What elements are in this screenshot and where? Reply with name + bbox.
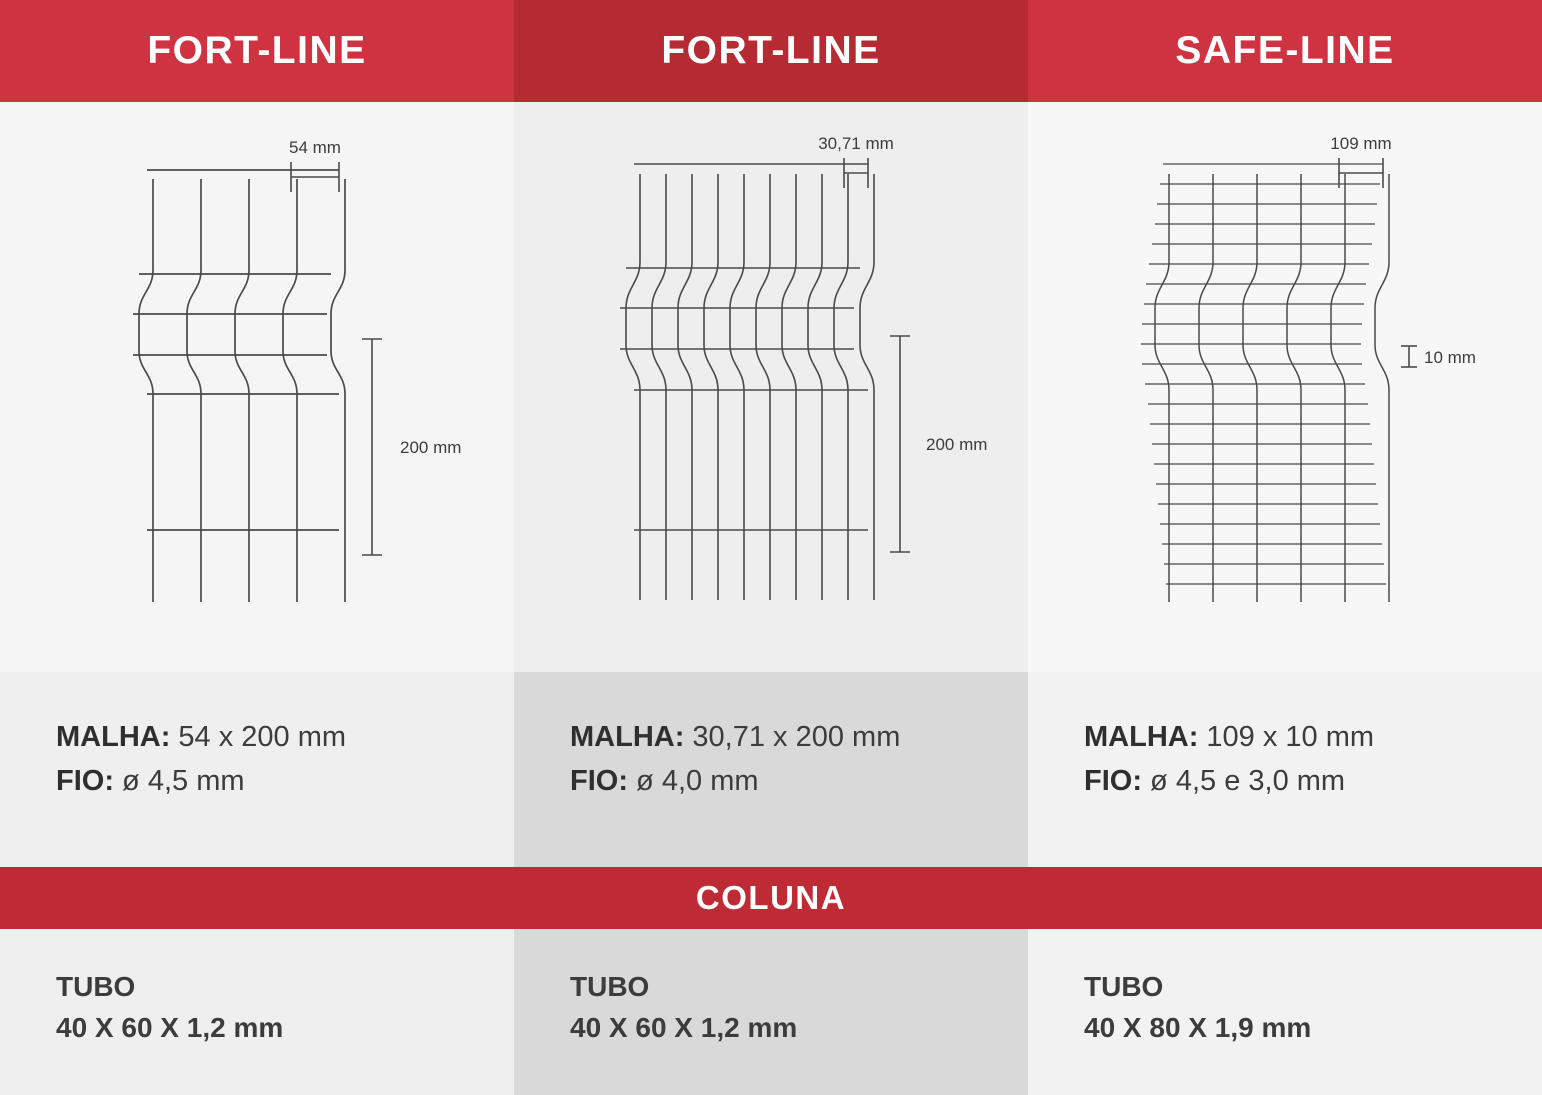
header-fort-line-2 <box>514 0 1028 102</box>
mesh-drawing-fort-line-2 <box>514 102 1028 672</box>
spec-fio-value: ø 4,5 mm <box>114 764 245 797</box>
coluna-band <box>0 867 1542 929</box>
tubo-label: TUBO <box>1084 971 1164 1002</box>
coluna-title: COLUNA <box>695 879 847 916</box>
mesh-diagram-3-svg <box>1028 102 1542 672</box>
tubo-value: 40 X 80 X 1,9 mm <box>1084 1011 1312 1043</box>
spec-fio-line <box>56 760 514 804</box>
coluna-tubo-1 <box>0 929 514 1095</box>
tubo-label: TUBO <box>56 971 136 1002</box>
mesh-diagram-2-svg <box>514 102 1028 672</box>
header-label: FORT-LINE <box>147 29 367 72</box>
header-safe-line <box>1028 0 1542 102</box>
spec-malha-key: MALHA: <box>1084 721 1199 753</box>
dimension-top-label-2: 30,71 mm <box>818 134 894 153</box>
spec-fio-key: FIO: <box>56 764 114 797</box>
spec-fio-value: ø 4,5 e 3,0 mm <box>1142 764 1346 797</box>
mesh-drawing-safe-line <box>1028 102 1542 672</box>
dimension-top-label-3: 109 mm <box>1330 134 1392 153</box>
spec-fio-value: ø 4,0 mm <box>628 764 759 797</box>
coluna-tubo-2 <box>514 929 1028 1095</box>
spec-fort-line-2 <box>514 672 1028 867</box>
tubo-label: TUBO <box>570 971 650 1002</box>
spec-malha-value: 54 x 200 mm <box>170 721 347 753</box>
spec-malha-key: MALHA: <box>56 721 171 753</box>
mesh-drawing-fort-line-1 <box>0 102 514 672</box>
header-label: FORT-LINE <box>661 29 881 72</box>
spec-fort-line-1 <box>0 672 514 867</box>
spec-malha-line <box>570 716 1028 760</box>
spec-fio-line <box>1084 760 1542 804</box>
spec-fio-key: FIO: <box>570 764 628 797</box>
coluna-tubo-3 <box>1028 929 1542 1095</box>
spec-fio-key: FIO: <box>1084 764 1142 797</box>
spec-fio-line <box>570 760 1028 804</box>
mesh-diagram-1-svg <box>0 102 514 672</box>
spec-malha-key: MALHA: <box>570 721 685 753</box>
spec-malha-line <box>1084 716 1542 760</box>
spec-safe-line <box>1028 672 1542 867</box>
tubo-value: 40 X 60 X 1,2 mm <box>56 1011 284 1043</box>
tubo-value: 40 X 60 X 1,2 mm <box>570 1011 798 1043</box>
dimension-side-label-1: 200 mm <box>400 438 462 457</box>
spec-malha-value: 30,71 x 200 mm <box>684 721 901 753</box>
spec-malha-line <box>56 716 514 760</box>
header-fort-line-1 <box>0 0 514 102</box>
spec-malha-value: 109 x 10 mm <box>1198 721 1375 753</box>
dimension-side-label-2: 200 mm <box>926 435 988 454</box>
dimension-side-label-3: 10 mm <box>1424 348 1476 367</box>
header-label: SAFE-LINE <box>1175 29 1395 72</box>
dimension-top-label-1: 54 mm <box>289 138 341 157</box>
